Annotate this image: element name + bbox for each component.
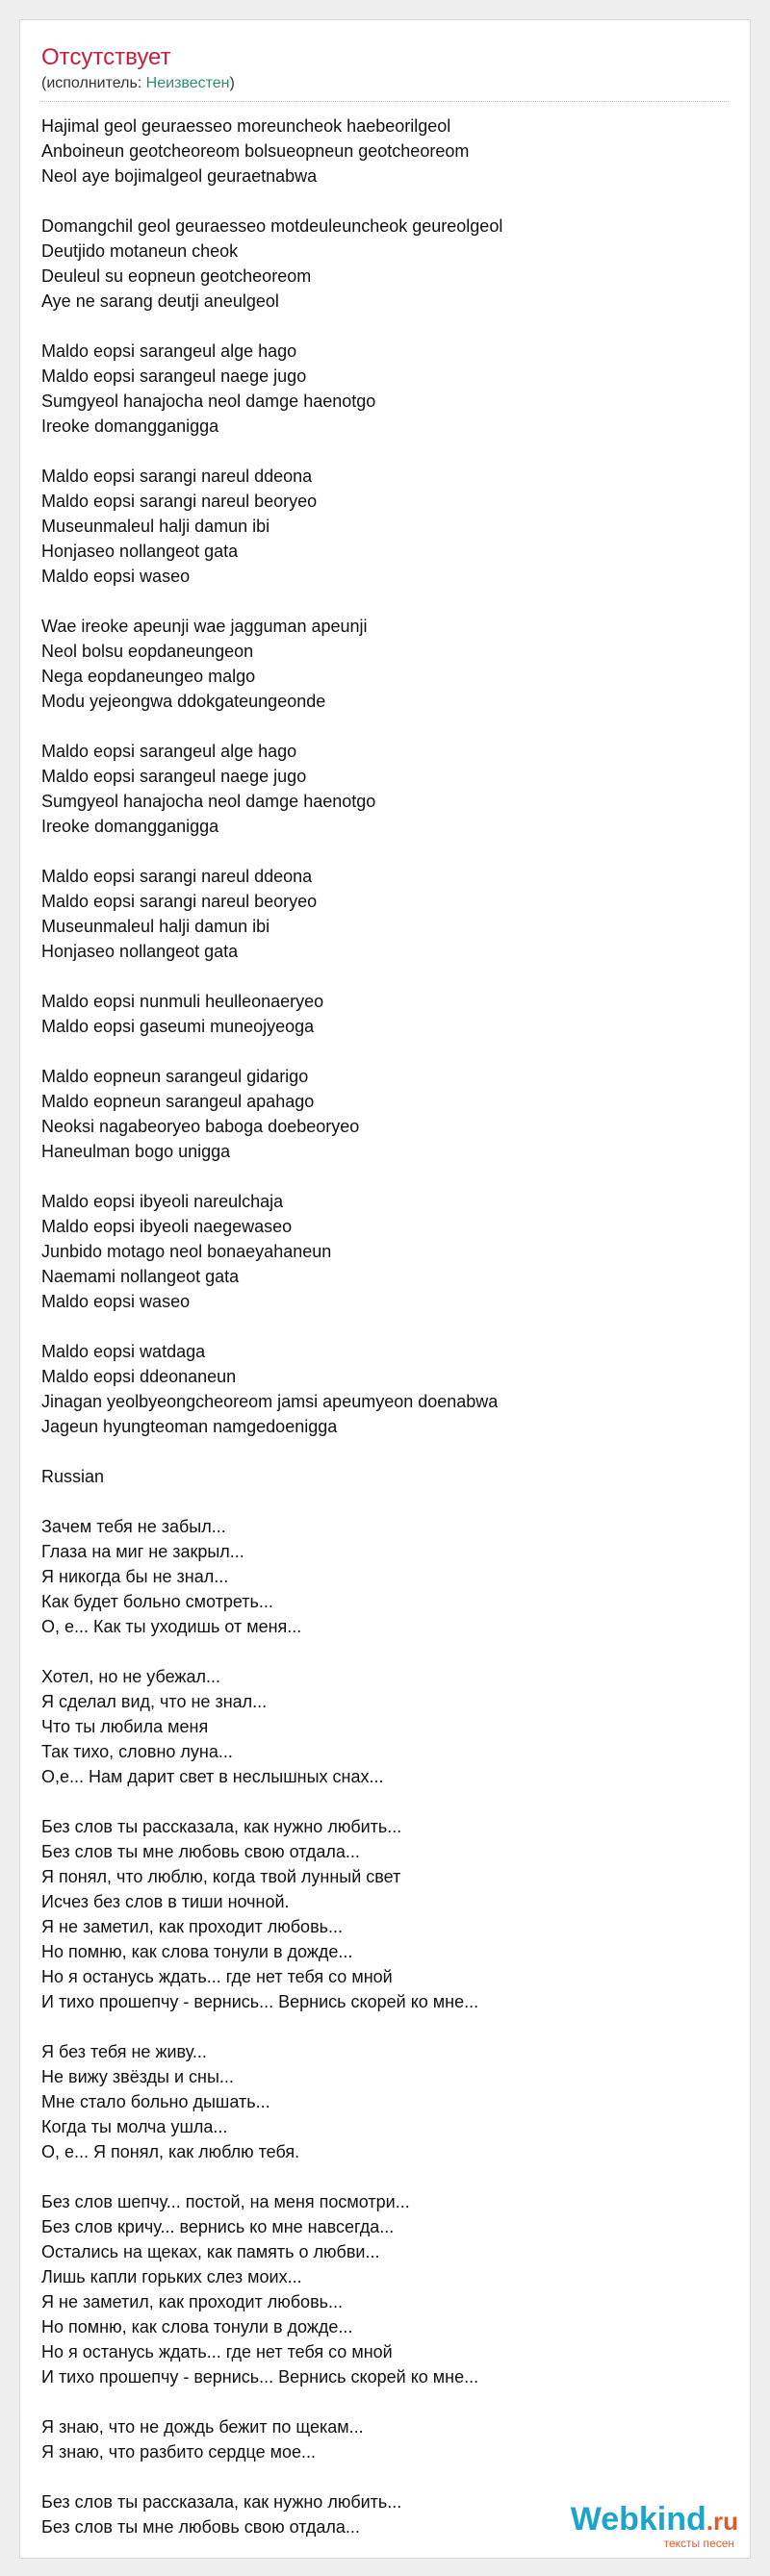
lyric-line: Без слов ты мне любовь свою отдала... xyxy=(41,2517,360,2537)
stanza-break xyxy=(41,2164,729,2189)
lyric-line: О, е... Как ты уходишь от меня... xyxy=(41,1617,302,1636)
lyric-line: Исчез без слов в тиши ночной. xyxy=(41,1892,290,1911)
lyric-line: Я знаю, что не дождь бежит по щекам... xyxy=(41,2417,364,2437)
lyric-line: Я понял, что люблю, когда твой лунный свет xyxy=(41,1867,401,1886)
stanza-break xyxy=(41,1639,729,1664)
lyric-line: Когда ты молча ушла... xyxy=(41,2117,228,2136)
lyric-line: Domangchil geol geuraesseo motdeuleuncheok geureolgeol xyxy=(41,216,503,236)
lyric-line: О,е... Нам дарит свет в неслышных снах... xyxy=(41,1767,384,1786)
lyric-line: Что ты любила меня xyxy=(41,1717,209,1736)
stanza-break xyxy=(41,1789,729,1814)
lyric-line: Russian xyxy=(41,1467,105,1486)
artist-link[interactable]: Неизвестен xyxy=(145,75,230,91)
lyric-line: Jageun hyungteoman namgedoenigga xyxy=(41,1417,338,1436)
lyric-line: Maldo eopsi ibyeoli nareulchaja xyxy=(41,1192,284,1211)
site-logo[interactable] xyxy=(571,2502,738,2550)
stanza-break xyxy=(41,314,729,339)
lyric-line: Maldo eopsi watdaga xyxy=(41,1342,206,1361)
stanza-break xyxy=(41,2389,729,2414)
lyric-line: Без слов ты рассказала, как нужно любить... xyxy=(41,2492,402,2512)
logo-wordmark xyxy=(571,2502,738,2538)
stanza-break xyxy=(41,1439,729,1464)
lyric-line: Wae ireoke apeunji wae jagguman apeunji xyxy=(41,617,368,636)
artist-prefix: (исполнитель: xyxy=(41,75,146,91)
lyric-line: Maldo eopneun sarangeul apahago xyxy=(41,1092,315,1111)
lyric-line: Maldo eopsi sarangi nareul ddeona xyxy=(41,467,313,486)
stanza-break xyxy=(41,2014,729,2039)
logo-tagline: тексты песен xyxy=(663,2537,734,2550)
lyric-line: Я сделал вид, что не знал... xyxy=(41,1692,268,1711)
lyric-line: Я не заметил, как проходит любовь... xyxy=(41,1917,344,1936)
lyric-line: Но помню, как слова тонули в дожде... xyxy=(41,2317,353,2336)
lyric-line: Maldo eopsi sarangi nareul ddeona xyxy=(41,867,313,886)
lyric-line: Но я останусь ждать... где нет тебя со мной xyxy=(41,2342,393,2361)
lyric-line: И тихо прошепчу - вернись... Вернись скорей ко мне... xyxy=(41,2367,479,2387)
lyric-line: Зачем тебя не забыл... xyxy=(41,1517,226,1536)
lyric-line: Не вижу звёзды и сны... xyxy=(41,2067,234,2086)
lyric-line: Maldo eopsi ibyeoli naegewaseo xyxy=(41,1217,293,1236)
lyric-line: Я не заметил, как проходит любовь... xyxy=(41,2292,344,2311)
lyric-line: Hajimal geol geuraesseo moreuncheok haebeorilgeol xyxy=(41,116,451,136)
lyric-line: Maldo eopsi sarangeul alge hago xyxy=(41,742,297,761)
lyrics-card xyxy=(19,19,751,2559)
lyric-line: Sumgyeol hanajocha neol damge haenotgo xyxy=(41,792,376,811)
stanza-break xyxy=(41,589,729,614)
lyric-line: Maldo eopsi sarangeul naege jugo xyxy=(41,767,307,786)
stanza-break xyxy=(41,1164,729,1189)
stanza-break xyxy=(41,2464,729,2489)
lyric-line: Deutjido motaneun cheok xyxy=(41,241,239,261)
logo-name: Webkind xyxy=(570,2501,706,2538)
lyric-line: Мне стало больно дышать... xyxy=(41,2092,270,2111)
lyric-line: Museunmaleul halji damun ibi xyxy=(41,517,270,536)
lyric-line: Museunmaleul halji damun ibi xyxy=(41,917,270,936)
lyric-line: Neol aye bojimalgeol geuraetnabwa xyxy=(41,166,318,186)
lyric-line: Без слов шепчу... постой, на меня посмотри... xyxy=(41,2192,410,2211)
lyric-line: Maldo eopsi waseo xyxy=(41,567,191,586)
lyric-line: Остались на щеках, как память о любви... xyxy=(41,2242,380,2261)
lyric-line: Maldo eopneun sarangeul gidarigo xyxy=(41,1067,309,1086)
artist-suffix: ) xyxy=(229,75,235,91)
lyric-line: Но помню, как слова тонули в дожде... xyxy=(41,1942,353,1961)
lyric-line: Я без тебя не живу... xyxy=(41,2042,207,2061)
lyric-line: Haneulman bogo unigga xyxy=(41,1142,231,1161)
artist-line xyxy=(41,74,729,93)
lyric-line: Maldo eopsi sarangi nareul beoryeo xyxy=(41,492,318,511)
lyric-line: Neoksi nagabeoryeo baboga doebeoryeo xyxy=(41,1117,360,1136)
lyric-line: О, е... Я понял, как люблю тебя. xyxy=(41,2142,300,2161)
lyric-line: Как будет больно смотреть... xyxy=(41,1592,273,1611)
lyric-line: Ireoke domangganigga xyxy=(41,417,219,436)
lyric-line: Aye ne sarang deutji aneulgeol xyxy=(41,291,279,311)
lyric-line: Без слов ты мне любовь свою отдала... xyxy=(41,1842,360,1861)
lyric-line: Naemami nollangeot gata xyxy=(41,1267,240,1286)
lyric-line: Глаза на миг не закрыл... xyxy=(41,1542,244,1561)
lyric-line: Nega eopdaneungeo malgo xyxy=(41,667,256,686)
stanza-break xyxy=(41,1039,729,1064)
lyric-line: Maldo eopsi gaseumi muneojyeoga xyxy=(41,1017,315,1036)
lyric-line: Anboineun geotcheoreom bolsueopneun geotcheoreom xyxy=(41,141,470,161)
stanza-break xyxy=(41,439,729,464)
lyric-line: Deuleul su eopneun geotcheoreom xyxy=(41,266,312,286)
lyric-line: Без слов кричу... вернись ко мне навсегда... xyxy=(41,2217,395,2236)
lyric-line: Но я останусь ждать... где нет тебя со мной xyxy=(41,1967,393,1986)
stanza-break xyxy=(41,1489,729,1514)
lyric-line: Maldo eopsi sarangeul alge hago xyxy=(41,341,297,361)
lyric-line: И тихо прошепчу - вернись... Вернись скорей ко мне... xyxy=(41,1992,479,2011)
song-title: Отсутствует xyxy=(41,44,171,70)
lyric-line: Без слов ты рассказала, как нужно любить... xyxy=(41,1817,402,1836)
card-content xyxy=(20,20,750,2539)
lyric-line: Honjaseo nollangeot gata xyxy=(41,542,239,561)
lyric-line: Хотел, но не убежал... xyxy=(41,1667,220,1686)
lyrics-text xyxy=(41,114,729,2539)
logo-domain: .ru xyxy=(706,2507,738,2536)
lyric-line: Maldo eopsi sarangeul naege jugo xyxy=(41,366,307,386)
lyric-line: Honjaseo nollangeot gata xyxy=(41,942,239,961)
stanza-break xyxy=(41,964,729,989)
stanza-break xyxy=(41,1314,729,1339)
title-divider xyxy=(41,101,729,102)
lyric-line: Modu yejeongwa ddokgateungeonde xyxy=(41,692,326,711)
lyric-line: Maldo eopsi waseo xyxy=(41,1292,191,1311)
lyric-line: Sumgyeol hanajocha neol damge haenotgo xyxy=(41,391,376,411)
lyric-line: Jinagan yeolbyeongcheoreom jamsi apeumyeon doenabwa xyxy=(41,1392,499,1411)
lyric-line: Так тихо, словно луна... xyxy=(41,1742,233,1761)
lyric-line: Maldo eopsi sarangi nareul beoryeo xyxy=(41,892,318,911)
lyric-line: Я никогда бы не знал... xyxy=(41,1567,229,1586)
stanza-break xyxy=(41,839,729,864)
stanza-break xyxy=(41,189,729,214)
lyric-line: Neol bolsu eopdaneungeon xyxy=(41,642,254,661)
lyric-line: Ireoke domangganigga xyxy=(41,817,219,836)
lyric-line: Maldo eopsi nunmuli heulleonaeryeo xyxy=(41,992,324,1011)
lyric-line: Junbido motago neol bonaeyahaneun xyxy=(41,1242,332,1261)
lyric-line: Maldo eopsi ddeonaneun xyxy=(41,1367,237,1386)
lyric-line: Лишь капли горьких слез моих... xyxy=(41,2267,302,2286)
stanza-break xyxy=(41,714,729,739)
lyric-line: Я знаю, что разбито сердце мое... xyxy=(41,2442,317,2462)
